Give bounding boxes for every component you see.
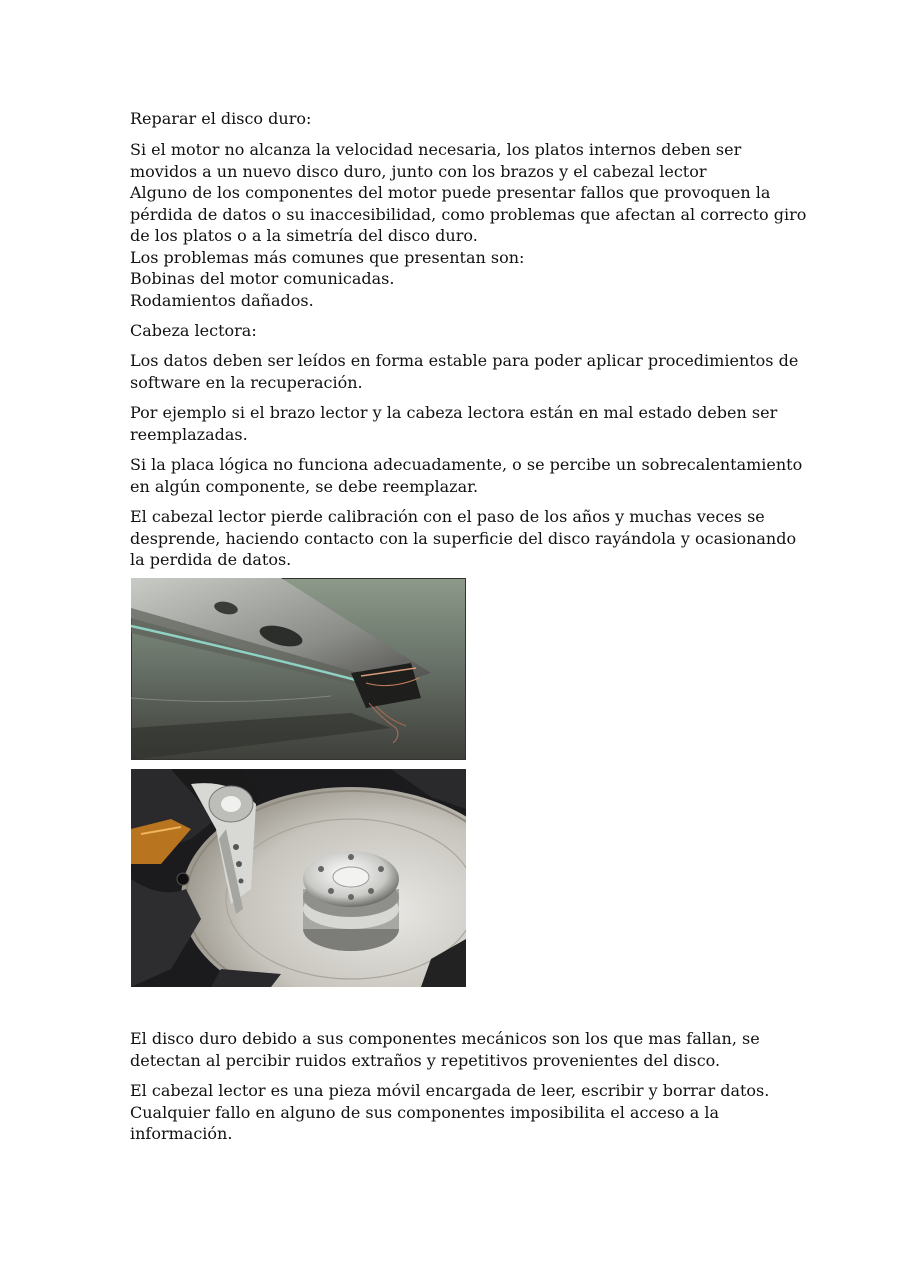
read-head-photo <box>131 578 466 760</box>
heading-repair <box>130 108 780 130</box>
paragraph-line: Rodamientos dañados. <box>130 290 314 310</box>
paragraph-line: la perdida de datos. <box>130 550 292 569</box>
paragraph-line: Bobinas del motor comunicadas. <box>130 269 395 288</box>
heading-head <box>130 320 780 342</box>
paragraph-line: Alguno de los componentes del motor puede presentar fallos que provoquen la <box>130 183 771 202</box>
paragraph-line: Los problemas más comunes que presentan son: <box>130 247 525 267</box>
paragraph-line: de los platos o a la simetría del disco duro. <box>130 226 478 245</box>
paragraph-mobile <box>130 1080 780 1145</box>
paragraph-line: desprende, haciendo contacto con la superficie del disco rayándola y ocasionando <box>130 528 797 548</box>
paragraph-line: El disco duro debido a sus componentes mecánicos son los que mas fallan, se <box>130 1029 760 1048</box>
paragraph-line: reemplazadas. <box>130 424 248 444</box>
paragraph-line: El cabezal lector es una pieza móvil encargada de leer, escribir y borrar datos. <box>130 1081 770 1100</box>
hard-drive-illustration <box>131 769 466 987</box>
paragraph-line: en algún componente, se debe reemplazar. <box>130 476 479 496</box>
paragraph-mechanical <box>130 1028 780 1071</box>
paragraph-line: pérdida de datos o su inaccesibilidad, como problemas que afectan al correcto giro <box>130 204 807 224</box>
paragraph-line: software en la recuperación. <box>130 372 363 392</box>
heading-repair-text: Reparar el disco duro: <box>130 109 312 128</box>
read-head-illustration <box>131 578 466 760</box>
paragraph-line: movidos a un nuevo disco duro, junto con los brazos y el cabezal lector <box>130 161 707 181</box>
paragraph-motor <box>130 139 807 311</box>
paragraph-line: Si la placa lógica no funciona adecuadamente, o se percibe un sobrecalentamiento <box>130 455 803 474</box>
paragraph-board <box>130 454 803 497</box>
paragraph-line: Si el motor no alcanza la velocidad necesaria, los platos internos deben ser <box>130 140 742 159</box>
hard-drive-photo <box>131 769 466 987</box>
paragraph-line: Los datos deben ser leídos en forma estable para poder aplicar procedimientos de <box>130 351 799 370</box>
paragraph-stable <box>130 350 799 393</box>
paragraph-line: detectan al percibir ruidos extraños y repetitivos provenientes del disco. <box>130 1050 721 1070</box>
paragraph-line: información. <box>130 1124 233 1143</box>
paragraph-line: El cabezal lector pierde calibración con el paso de los años y muchas veces se <box>130 507 765 526</box>
paragraph-line: Por ejemplo si el brazo lector y la cabeza lectora están en mal estado deben ser <box>130 403 778 422</box>
paragraph-example <box>130 402 780 445</box>
paragraph-line: Cualquier fallo en alguno de sus componentes imposibilita el acceso a la <box>130 1102 720 1122</box>
heading-head-text: Cabeza lectora: <box>130 321 257 340</box>
paragraph-calibration <box>130 506 797 571</box>
